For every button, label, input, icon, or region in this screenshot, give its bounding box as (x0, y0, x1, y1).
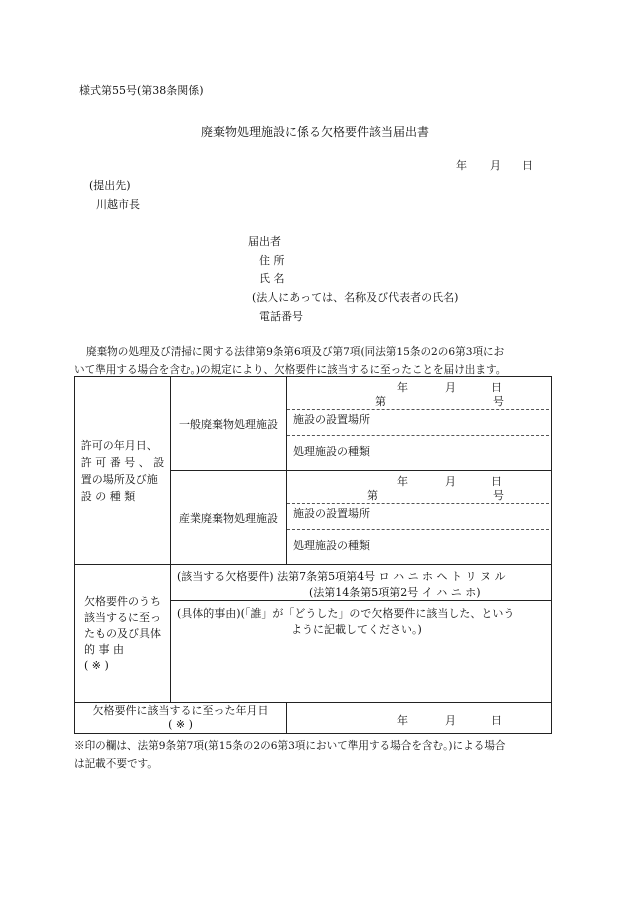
general-date-day: 日 (491, 381, 502, 394)
date-year-label: 年 (456, 159, 467, 172)
industrial-divider-2 (287, 529, 549, 530)
requirements-line-2: (法第14条第5項第2号 イ ハ ニ ホ) (309, 586, 481, 599)
submit-to-recipient: 川越市長 (96, 198, 140, 211)
notifier-name-label: 氏 名 (259, 272, 285, 285)
general-waste-facility-details (287, 377, 551, 471)
general-number-dai: 第 (375, 395, 386, 408)
general-waste-facility-label: 一般廃棄物処理施設 (171, 377, 287, 471)
general-type-label: 処理施設の種類 (293, 445, 370, 458)
applicable-requirements-cell (171, 565, 551, 601)
disq-header-line-3: たもの及び具体 (84, 626, 161, 640)
industrial-date-year: 年 (397, 475, 408, 488)
disq-date-header-line-1: 欠格要件に該当するに至った年月日 (92, 704, 269, 717)
notification-table (74, 376, 552, 734)
disqualification-header-cell (75, 565, 171, 703)
permit-header-line-1: 許可の年月日、 (80, 438, 158, 452)
industrial-type-label: 処理施設の種類 (293, 539, 370, 552)
industrial-date-day: 日 (491, 475, 502, 488)
industrial-divider-1 (287, 503, 549, 504)
industrial-number-dai: 第 (367, 489, 378, 502)
footnote-line-1: ※印の欄は、法第9条第7項(第15条の2の6第3項において準用する場合を含む。)による場合 (74, 740, 506, 752)
notifier-address-label: 住 所 (259, 254, 285, 267)
document-title: 廃棄物処理施設に係る欠格要件該当届出書 (200, 125, 429, 139)
disq-header-line-2: 該当するに至っ (84, 610, 161, 624)
industrial-waste-facility-details (287, 471, 551, 565)
notifier-corp-note: (法人にあっては、名称及び代表者の氏名) (252, 291, 459, 304)
general-date-month: 月 (445, 381, 456, 394)
general-location-label: 施設の設置場所 (293, 413, 370, 426)
general-number-go: 号 (493, 395, 504, 408)
disq-header-line-4: 的 事 由 (84, 642, 124, 656)
reason-line-1: (具体的事由)(「誰」が「どうした」ので欠格要件に該当した、という (177, 607, 515, 620)
footnote-line-2: は記載不要です。 (74, 758, 158, 770)
industrial-date-month: 月 (445, 475, 456, 488)
notifier-phone-label: 電話番号 (259, 310, 303, 323)
submit-to-label: (提出先) (89, 179, 131, 192)
permit-header-line-2: 許 可 番 号 、 設 (80, 455, 165, 469)
notifier-label: 届出者 (248, 235, 281, 248)
date-month-label: 月 (490, 159, 501, 172)
industrial-waste-facility-label: 産業廃棄物処理施設 (171, 471, 287, 565)
specific-reason-cell (171, 601, 551, 703)
general-date-year: 年 (397, 381, 408, 394)
disq-header-line-1: 欠格要件のうち (84, 594, 161, 608)
permit-header-line-3: 置の場所及び施 (80, 472, 158, 486)
date-day-label: 日 (522, 159, 533, 172)
permit-header-line-4: 設 の 種 類 (80, 489, 136, 503)
general-divider-1 (287, 409, 549, 410)
disq-date-header-line-2: ( ※ ) (168, 718, 193, 731)
general-divider-2 (287, 435, 549, 436)
disq-date-header-cell (75, 703, 287, 733)
disq-header-line-5: ( ※ ) (84, 658, 109, 672)
industrial-number-go: 号 (493, 489, 504, 502)
permit-header-cell (75, 377, 171, 565)
intro-line-2: いて準用する場合を含む。)の規定により、欠格要件に該当するに至ったことを届け出ます。 (74, 364, 507, 376)
reason-line-2: ように記載してください。) (291, 623, 422, 636)
form-number: 様式第55号(第38条関係) (79, 84, 204, 97)
disq-date-value-cell (287, 703, 551, 733)
industrial-location-label: 施設の設置場所 (293, 507, 370, 520)
disq-date-year: 年 (397, 714, 408, 727)
disq-date-day: 日 (491, 714, 502, 727)
intro-line-1: 廃棄物の処理及び清掃に関する法律第9条第6項及び第7項(同法第15条の2の6第3項にお (86, 346, 505, 358)
disq-date-month: 月 (445, 714, 456, 727)
requirements-line-1: (該当する欠格要件) 法第7条第5項第4号 ロ ハ ニ ホ ヘ ト リ ヌ ル (177, 570, 506, 583)
